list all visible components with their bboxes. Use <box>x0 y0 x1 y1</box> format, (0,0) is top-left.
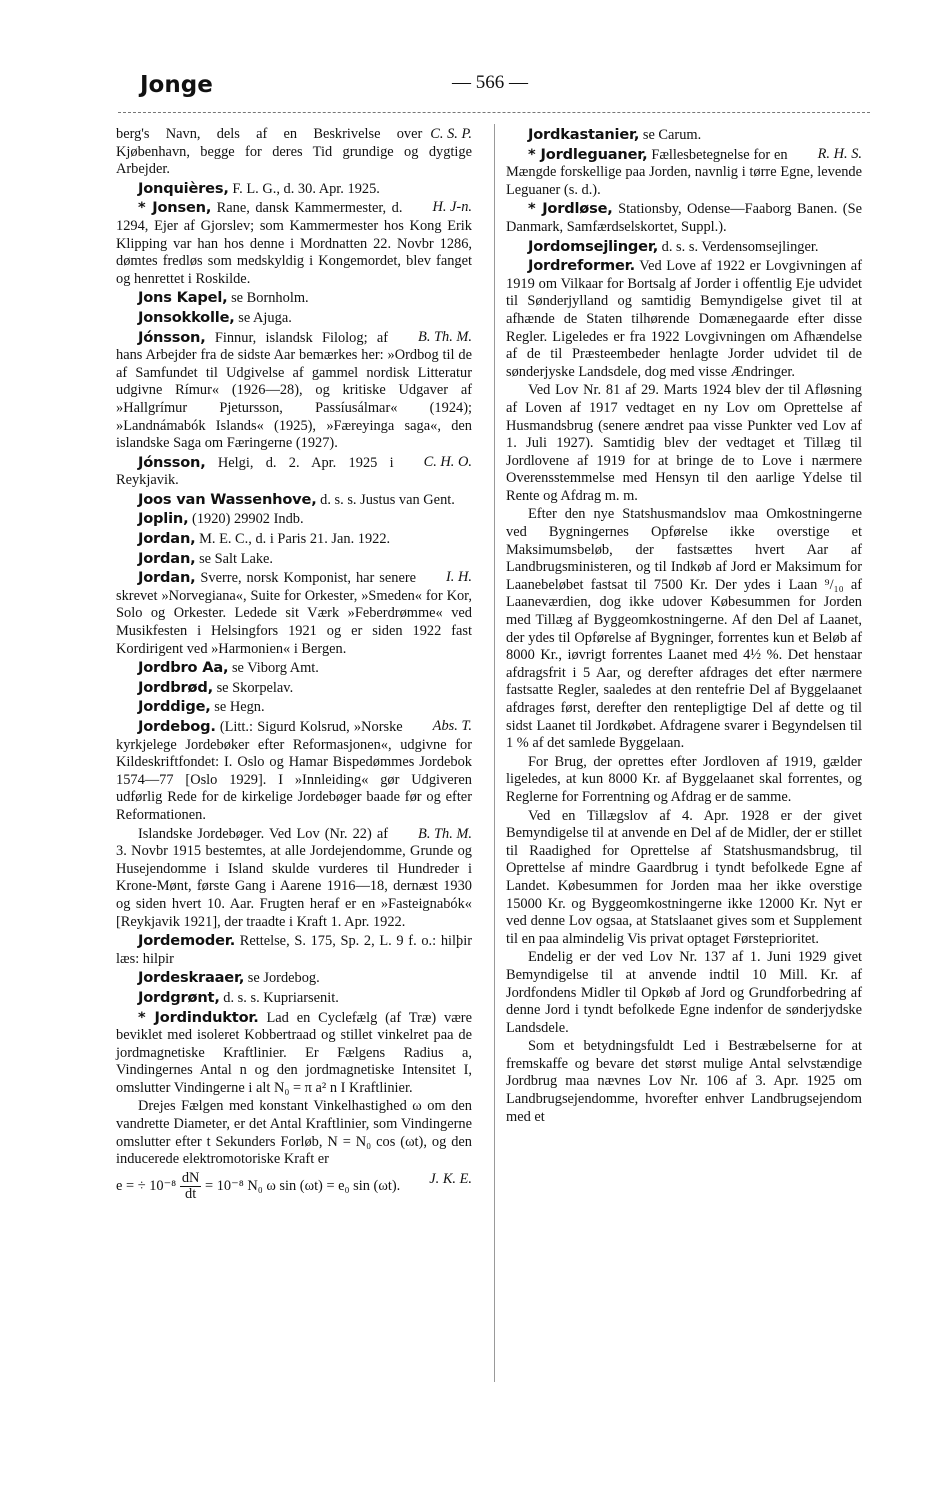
entry-headword: * Jordinduktor. <box>138 1008 259 1026</box>
formula-rhs: = 10⁻⁸ N₀ ω sin (ωt) = e₀ sin (ωt). <box>205 1177 401 1194</box>
entry-headword: Jónsson, <box>138 328 206 346</box>
entry-text: se Carum. <box>639 127 702 143</box>
entry-text: se Jordebog. <box>244 970 320 987</box>
author-signature: C. S. P. <box>430 126 472 142</box>
dictionary-entry <box>506 808 862 949</box>
dictionary-entry <box>116 329 472 453</box>
formula-denominator: dt <box>185 1185 197 1202</box>
dictionary-entry <box>116 969 472 988</box>
dictionary-entry <box>506 200 862 236</box>
dictionary-entry <box>116 550 472 569</box>
entry-text: Sverre, norsk Komponist, har senere skrevet »Norvegiana«, Suite for Orkester, »Smeden« for Kor, Solo og Orkester. Ledede sit Værk »Feberdrømme« ved Musikfesten i Helsingfors 1921 og er siden 1922 fast Kordirigent ved »Harmonien« i Bergen. <box>116 570 472 657</box>
dictionary-entry <box>116 530 472 549</box>
entry-text: Ved en Tillægslov af 4. Apr. 1928 er der givet Bemyndigelse til at anvende en Del af de Midler, der er stillet til Raadighed for Oprettelse af Statshusmandsbrug, til Oprettelse af mindre Gaardbrug i tyndt befolkede Egne af Landet. Købesummen for Jorden maa her ikke overstige 15000 Kr. og Byggeomkostningerne ikke 12000 Kr. Nyt er ved denne Lov ogsaa, at Statslaanet gives som et Supplement til en paa almindelig Vis privat optaget Førsteprioritet. <box>506 807 862 947</box>
entry-text: se Salt Lake. <box>195 550 274 567</box>
entry-headword: Jordebog. <box>138 718 216 735</box>
entry-text: se Bornholm. <box>227 290 309 307</box>
author-signature: J. K. E. <box>429 1170 472 1187</box>
entry-text: se Viborg Amt. <box>228 660 319 677</box>
dictionary-entry <box>116 932 472 968</box>
dictionary-entry <box>116 679 472 698</box>
column-divider <box>494 124 495 1382</box>
entry-text: F. L. G., d. 30. Apr. 1925. <box>228 180 380 197</box>
dictionary-entry <box>116 698 472 717</box>
entry-text: Fællesbetegnelse for en Mængde forskellige paa Jorden, navnlig i tørre Egne, levende Leguaner (s. d.). <box>506 146 862 198</box>
entry-headword: Jonsokkolle, <box>138 308 235 326</box>
entry-headword: Joplin, <box>138 510 189 528</box>
entry-text: Helgi, d. 2. Apr. 1925 i Reykjavik. <box>116 454 394 489</box>
entry-text: Ved Lov Nr. 81 af 29. Marts 1924 blev der til Afløsning af Loven af 1917 vedtaget en ny Lov om Oprettelse af Husmandsbrug (senere ændret paa visse Punkter ved Lov af 1. Juli 1927). Samtidig blev der vedtaget et Tillæg til Jordlovene af 1919 for at bringe de to Love i nærmere Overensstemmelse med Hensyn til den aarlige Ydelse til Rente og Afdrag m. m. <box>506 382 862 504</box>
dictionary-entry <box>116 569 472 658</box>
dictionary-entry <box>506 257 862 381</box>
left-column <box>116 126 472 1203</box>
entry-headword: Jonquières, <box>138 179 229 197</box>
entry-headword: Jordeskraaer, <box>138 969 245 987</box>
author-signature: R. H. S. <box>817 145 862 162</box>
dictionary-entry <box>116 199 472 288</box>
entry-headword: Jordreformer. <box>528 257 635 275</box>
entry-text: M. E. C., d. i Paris 21. Jan. 1922. <box>195 531 391 548</box>
entry-headword: Jorddige, <box>138 698 211 716</box>
entry-text: For Brug, der oprettes efter Jordloven af 1919, gælder ligeledes, at kun 8000 Kr. af Byggelaanet skal forrentes, og Reglerne for Forrentning og Afdrag er de samme. <box>506 753 862 805</box>
dictionary-entry <box>116 491 472 510</box>
dictionary-entry <box>506 754 862 807</box>
entry-headword: * Jordløse, <box>528 200 613 218</box>
dictionary-entry <box>506 126 862 145</box>
induction-formula <box>116 1171 472 1202</box>
entry-headword: Jordbrød, <box>138 678 213 696</box>
dictionary-entry <box>506 949 862 1037</box>
dictionary-entry <box>116 180 472 199</box>
dictionary-entry <box>506 146 862 200</box>
entry-text: Ved Love af 1922 er Lovgivningen af 1919 om Vilkaar for Bortsalg af Jorder i offentlig Eje udvidet til Sønderjylland og samtidig Bemyndigelse givet til at afhænde de Staten tilhørende Domænegaarde efter disse Regler. Ligeledes er fra 1922 Lovgivningen om Afhændelse af de til Præsteembeder henlagte Jorder udvidet til de sønderjyske Landsdele, dog med visse Ændringer. <box>506 258 862 380</box>
entry-text: Rettelse, S. 175, Sp. 2, L. 9 f. o.: hilþir læs: hilpir <box>116 933 472 967</box>
dictionary-entry <box>116 454 472 490</box>
formula-numerator: dN <box>181 1169 200 1186</box>
entry-headword: Joos van Wassenhove, <box>138 490 317 508</box>
entry-text: se Ajuga. <box>234 309 292 326</box>
entry-text: Endelig er der ved Lov Nr. 137 af 1. Juni 1929 givet Bemyndigelse til at anvende indtil 10 Mill. Kr. af Jordfondens Midler til Opkøb af Jord og Grundforbedring af denne Jord i tyndt befolkede Egne indenfor de sønderjydske Landsdele. <box>506 949 862 1036</box>
formula-lhs: e = ÷ 10⁻⁸ <box>116 1177 177 1194</box>
dictionary-entry <box>116 659 472 678</box>
entry-headword: Jordkastanier, <box>528 126 640 143</box>
entry-text: Rane, dansk Kammermester, d. 1294, Ejer af Gjorslev; som Kammermester hos Kong Erik Klipping var han hos denne i Mordnatten 22. Novbr 1286, dømtes fredløs som medskyldig i Kongemordet, blev fanget og henrettet i Roskilde. <box>116 200 472 287</box>
author-signature: B. Th. M. <box>418 328 472 345</box>
author-signature: B. Th. M. <box>418 825 472 842</box>
author-signature: I. H. <box>446 569 472 586</box>
header-rule <box>118 112 870 113</box>
entry-text: (1920) 29902 Indb. <box>188 511 304 528</box>
entry-text: se Hegn. <box>210 699 265 716</box>
entry-text: d. s. s. Kupriarsenit. <box>219 989 339 1006</box>
dictionary-entry <box>116 289 472 308</box>
dictionary-entry <box>116 1098 472 1168</box>
author-signature: H. J-n. <box>432 199 472 216</box>
dictionary-entry <box>506 382 862 505</box>
author-signature: C. H. O. <box>423 453 472 470</box>
entry-headword: Jordgrønt, <box>138 988 220 1006</box>
dictionary-entry <box>116 309 472 328</box>
dictionary-entry <box>506 238 862 257</box>
entry-text: se Skorpelav. <box>212 679 294 696</box>
formula-fraction <box>180 1171 202 1202</box>
entry-text: Drejes Fælgen med konstant Vinkelhastighed ω om den vandrette Diameter, er det Antal Kraftlinier, som Vindingerne omslutter efter t Sekunders Forløb, N = N₀ cos (ωt), og den inducerede elektromotoriske Kraft er <box>116 1098 472 1168</box>
entry-headword: Jordan, <box>138 549 196 567</box>
entry-text: berg's Navn, dels af en Beskrivelse over Kjøbenhavn, begge for deres Tid grundige og dygtige Arbejder. <box>116 126 472 178</box>
entry-headword: Jordan, <box>138 569 196 587</box>
dictionary-entry <box>116 1009 472 1098</box>
dictionary-entry <box>116 826 472 932</box>
entry-text: d. s. s. Verdensomsejlinger. <box>658 238 819 255</box>
page-number: — 566 — <box>452 72 528 93</box>
dictionary-entry <box>116 718 472 825</box>
dictionary-entry <box>116 989 472 1008</box>
entry-headword: * Jonsen, <box>138 199 212 217</box>
dictionary-entry <box>506 1038 862 1126</box>
right-column <box>506 126 862 1127</box>
entry-text: Stationsby, Odense—Faaborg Banen. (Se Danmark, Samfærdselskortet, Suppl.). <box>506 201 862 235</box>
entry-headword: Jordomsejlinger, <box>528 237 659 255</box>
entry-text: Som et betydningsfuldt Led i Bestræbelserne for at fremskaffe og bevare det størst mulige Antal selvstændige Jordbrug maa nævnes Lov Nr. 106 af 3. Apr. 1925 om Landbrugsejendomme, hvorefter enhver Landbrugsejendom med et <box>506 1038 862 1125</box>
entry-headword: Jordbro Aa, <box>138 659 229 677</box>
entry-headword: Jónsson, <box>138 453 206 471</box>
entry-text: Islandske Jordebøger. Ved Lov (Nr. 22) af 3. Novbr 1915 bestemtes, at alle Jordejendomme, Grunde og Husejendomme i Island skulde vurderes til Hundreder i Krone-Mønt, første Gang i Aarene 1916—18, dernæst 1930 og siden hvert 10. Aar. Frugten heraf er en »Fasteignabók« [Reykjavik 1921], der traadte i Kraft 1. Apr. 1922. <box>116 825 472 930</box>
entry-text: Lad en Cyclefælg (af Træ) være beviklet med isoleret Kobbertraad og stillet vinkelret paa de jordmagnetiske Kraftlinier. Er Fælgens Radius a, Vindingernes Antal n og den jordmagnetiske Intensitet I, omslutter Vindingerne i alt N₀ = π a² n I Kraftlinier. <box>116 1009 472 1096</box>
entry-text: Finnur, islandsk Filolog; af hans Arbejder fra de sidste Aar bemærkes her: »Ordbog til de af Samfundet til Udgivelse af gammel nordisk Litteratur udgivne Rímur« (1926—28), og kritiske Udgaver af »Hallgrímur Pjetursson, Passíusálmar« (1924); »Landnámabók Islands« (1925), »Færeyinga saga«, den islandske Saga om Færingerne (1927). <box>116 329 472 452</box>
entry-text: d. s. s. Justus van Gent. <box>316 491 455 508</box>
dictionary-entry <box>506 506 862 752</box>
dictionary-entry <box>116 510 472 529</box>
entry-headword: Jordan, <box>138 530 196 548</box>
entry-headword: Jons Kapel, <box>138 289 228 307</box>
dictionary-entry <box>116 126 472 179</box>
entry-headword: Jordemoder. <box>138 932 236 950</box>
author-signature: Abs. T. <box>432 718 472 734</box>
entry-text: Efter den nye Statshusmandslov maa Omkostningerne ved Bygningernes Opførelse ikke overstige et Maksimumsbeløb, der fastsættes hvert Aar af Landbrugsministeren, og til Indkøb af Jord er Maksimum for Laanebeløbet fastsat til 7500 Kr. Der ydes i Laan ⁹/₁₀ af Laaneværdien, dog ikke udover Købesummen for Jorden med Tillæg af Byggeomkostningerne. Af den Del af Laanet, der ydes til Opførelse af Bygninger, forrentes kun et Beløb af 8000 Kr., iøvrigt forrentes Laanet med 4½ %. Det henstaar afdragsfrit i 5 Aar, og derefter afdrages det efter nærmere fastsatte Regler, saaledes at den rentefrie Del af Byggelaanet afdrages først, derefter den rentepligtige Del af dette og til sidst Laanet til Jordkøbet. Afdragene svarer i Begyndelsen til 1 % af det samlede Byggelaan. <box>506 506 862 752</box>
page-header <box>0 0 936 120</box>
entry-text: (Litt.: Sigurd Kolsrud, »Norske kyrkjelege Jordebøker efter Reformasjonen«, udgivne for Kildeskriftfondet: I. Oslo og Hamar Bispedømmes Jordebok 1574—77 [Oslo 1929]. I »Innleiding« gør Udgiveren udførlig Rede for de kirkelige Jordebøger baade før og efter Reformationen. <box>116 719 472 823</box>
entry-headword: * Jordleguaner, <box>528 145 648 163</box>
running-head: Jonge <box>140 72 213 98</box>
